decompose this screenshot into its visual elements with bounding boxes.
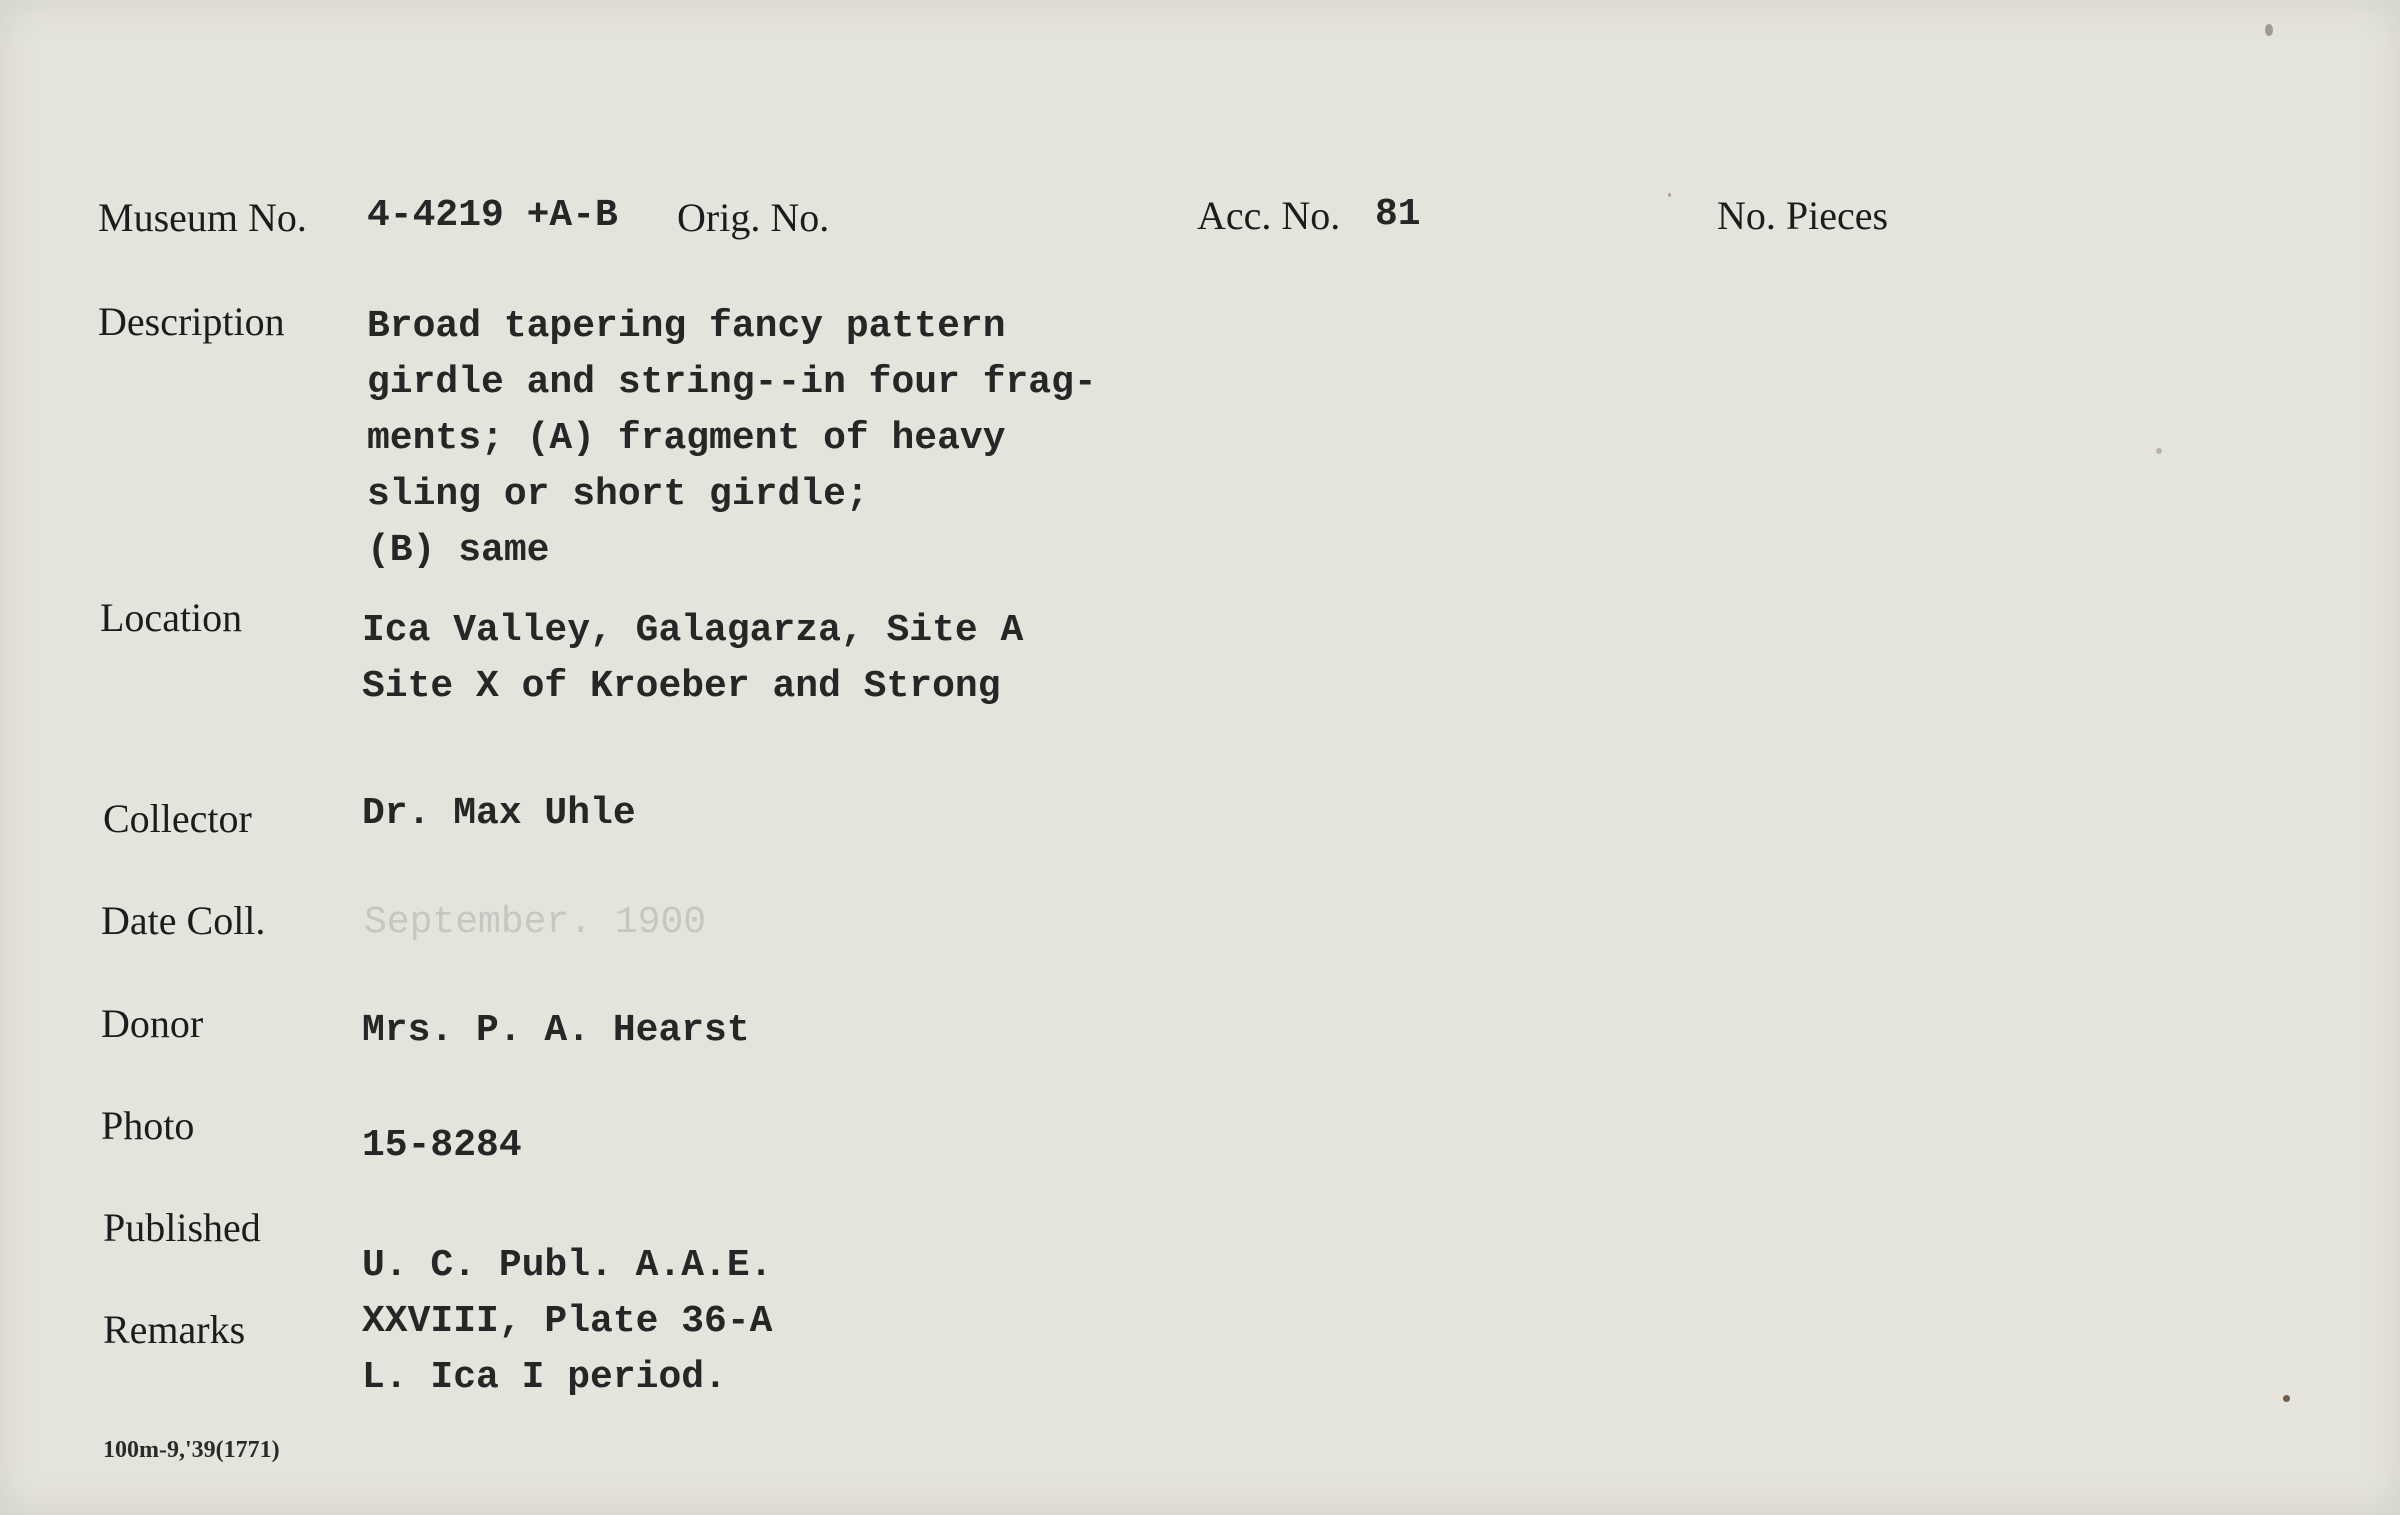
donor-label: Donor bbox=[101, 1001, 204, 1046]
remarks-line: XXVIII, Plate 36-A bbox=[362, 1300, 773, 1343]
location-line: Ica Valley, Galagarza, Site A bbox=[362, 609, 1024, 652]
description-text bbox=[367, 299, 1097, 579]
remarks-label: Remarks bbox=[103, 1307, 246, 1352]
date-coll-value: September. 1900 bbox=[364, 901, 707, 944]
orig-no-label: Orig. No. bbox=[677, 195, 830, 240]
photo-value: 15-8284 bbox=[362, 1124, 522, 1167]
description-line: (B) same bbox=[367, 529, 550, 572]
acc-no-value: 81 bbox=[1375, 193, 1421, 236]
card-speck bbox=[1668, 193, 1671, 197]
description-line: Broad tapering fancy pattern bbox=[367, 305, 1006, 348]
description-label: Description bbox=[98, 299, 285, 344]
location-label: Location bbox=[100, 595, 243, 640]
form-code: 100m-9,'39(1771) bbox=[103, 1437, 280, 1463]
location-line: Site X of Kroeber and Strong bbox=[362, 665, 1001, 708]
published-label: Published bbox=[103, 1205, 261, 1250]
remarks-line: U. C. Publ. A.A.E. bbox=[362, 1244, 773, 1287]
location-text bbox=[362, 603, 1023, 715]
card-speck bbox=[2156, 448, 2162, 454]
photo-label: Photo bbox=[101, 1103, 195, 1148]
museum-no-value: 4-4219 +A-B bbox=[367, 194, 618, 237]
card-speck bbox=[2283, 1395, 2290, 1402]
description-line: girdle and string--in four frag- bbox=[367, 361, 1097, 404]
acc-no-label: Acc. No. bbox=[1197, 193, 1341, 238]
no-pieces-label: No. Pieces bbox=[1717, 193, 1889, 238]
collector-value: Dr. Max Uhle bbox=[362, 792, 636, 835]
date-coll-label: Date Coll. bbox=[101, 898, 266, 943]
remarks-text bbox=[362, 1238, 772, 1406]
museum-no-label: Museum No. bbox=[98, 195, 307, 240]
donor-value: Mrs. P. A. Hearst bbox=[362, 1009, 750, 1052]
remarks-line: L. Ica I period. bbox=[362, 1356, 727, 1399]
collector-label: Collector bbox=[103, 796, 252, 841]
description-line: sling or short girdle; bbox=[367, 473, 869, 516]
card-speck bbox=[2265, 24, 2273, 36]
description-line: ments; (A) fragment of heavy bbox=[367, 417, 1006, 460]
